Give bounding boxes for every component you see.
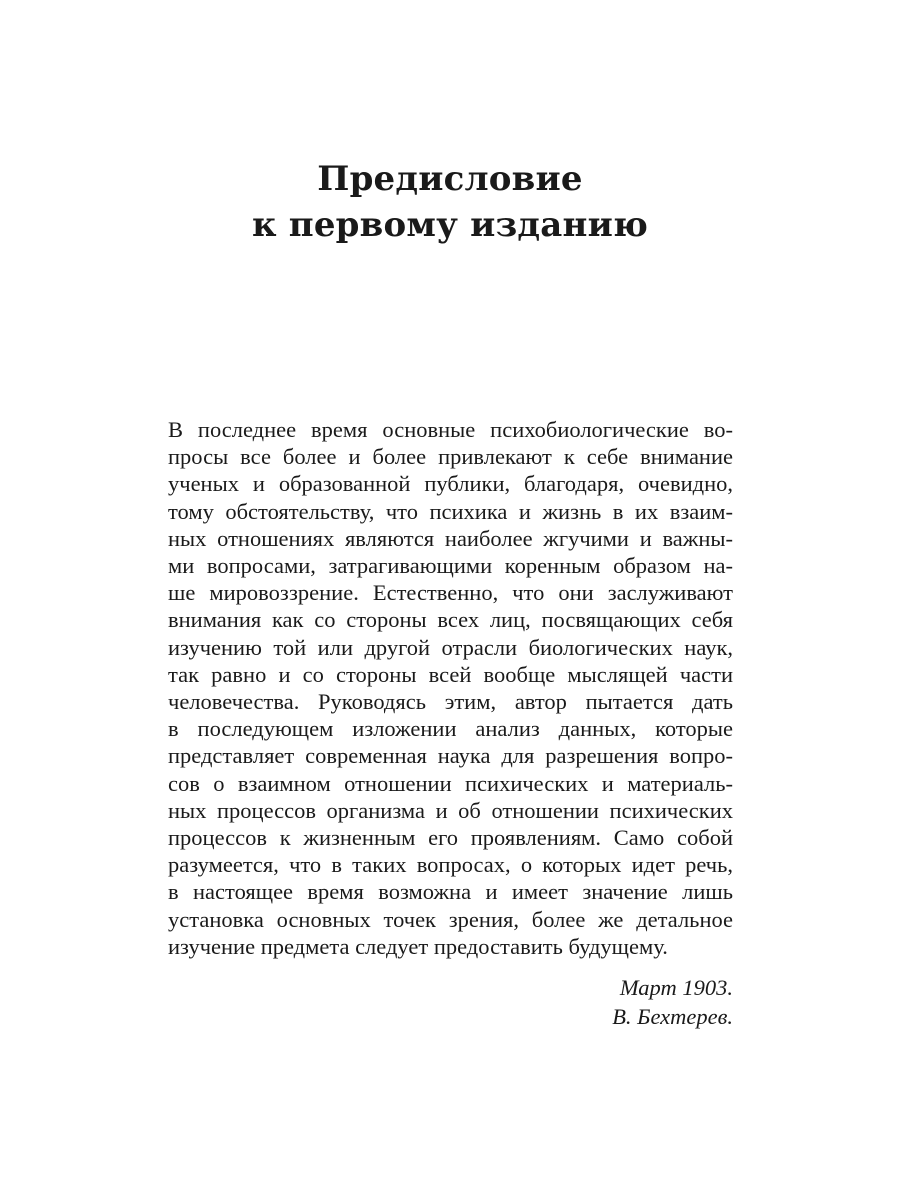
signature-block [168, 973, 733, 1031]
text-line: так равно и со стороны всей вообще мыслящей части [168, 661, 733, 687]
text-line: в последующем изложении анализ данных, которые [168, 716, 733, 742]
text-line: в настоящее время возможна и имеет значение лишь [168, 879, 733, 905]
text-line: ученых и образованной публики, благодаря, очевидно, [168, 471, 733, 497]
text-line: В последнее время основные психобиологические во- [168, 417, 733, 442]
text-line: ных отношениях являются наиболее жгучими и важны- [168, 525, 733, 551]
text-line: разумеется, что в таких вопросах, о которых идет речь, [168, 852, 733, 878]
text-line: изучению той или другой отрасли биологических наук, [168, 634, 733, 660]
text-line: ных процессов организма и об отношении психических [168, 797, 733, 823]
text-line: просы все более и более привлекают к себе внимание [168, 444, 733, 470]
chapter-heading [0, 156, 900, 248]
heading-line-1: Предисловие [317, 159, 583, 199]
heading-line-2: к первому изданию [251, 205, 649, 245]
signature-date: Март 1903. [619, 975, 733, 1000]
signature-author: В. Бехтерев. [612, 1004, 733, 1029]
text-line: представляет современная наука для разрешения вопро- [168, 743, 733, 769]
text-line: сов о взаимном отношении психических и материаль- [168, 770, 733, 796]
text-line: внимания как со стороны всех лиц, посвящающих себя [168, 607, 733, 633]
text-line: процессов к жизненным его проявлениям. Само собой [168, 825, 733, 851]
text-line: ше мировоззрение. Естественно, что они заслуживают [168, 580, 733, 606]
preface-paragraph [168, 416, 733, 960]
text-line: тому обстоятельству, что психика и жизнь в их взаим- [168, 498, 733, 524]
text-line: ми вопросами, затрагивающими коренным образом на- [168, 553, 733, 579]
text-line: человечества. Руководясь этим, автор пытается дать [168, 689, 733, 715]
text-line: изучение предмета следует предоставить будущему. [168, 933, 668, 959]
text-line: установка основных точек зрения, более же детальное [168, 906, 733, 932]
